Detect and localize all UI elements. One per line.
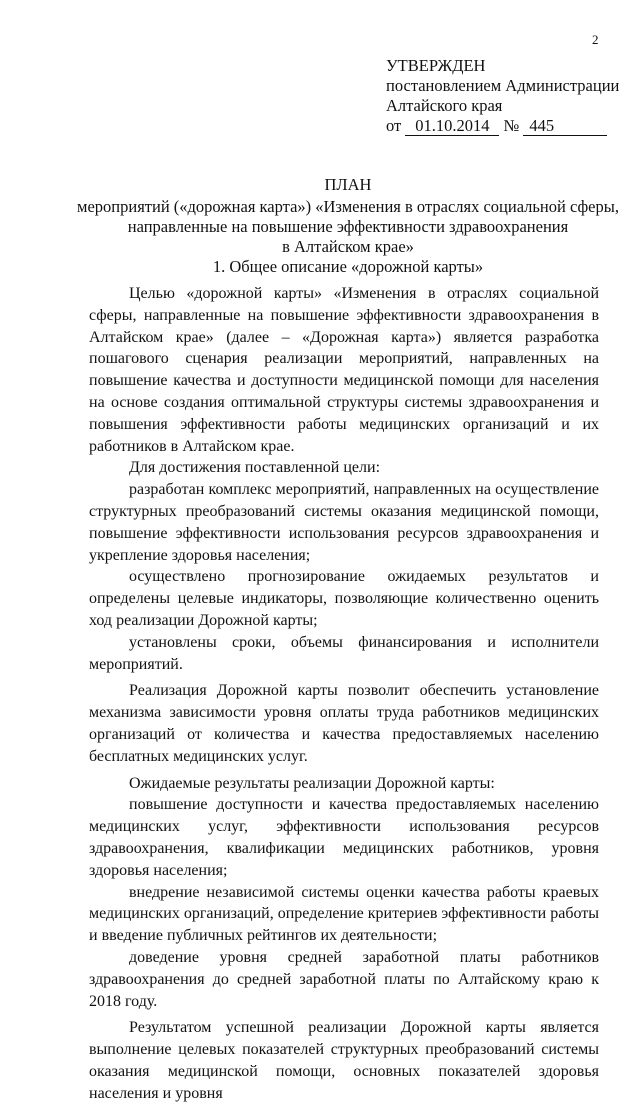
approval-date-prefix: от: [386, 116, 402, 135]
paragraph: Целью «дорожной карты» «Изменения в отраслях социальной сферы, направленные на повышение эффективности здравоохранения в Алтайском крае» (далее – «Дорожная карта») является разработка пошагового сценария реализации мероприятий, направленных на повышение качества и доступности медицинской помощи для населения на основе создания оптимальной структуры системы здравоохранения и повышения эффективности работы медицинских организаций и их работников в Алтайском крае.: [89, 285, 599, 455]
page-number: 2: [592, 32, 599, 47]
paragraph: Для достижения поставленной цели:: [129, 459, 381, 477]
paragraph: повышение доступности и качества предоставляемых населению медицинских услуг, эффективности использования ресурсов здравоохранения, квалификации медицинских работников, уровня здоровья населения;: [89, 796, 599, 879]
paragraph: осуществлено прогнозирование ожидаемых результатов и определены целевые индикаторы, позволяющие количественно оценить ход реализации Дорожной карты;: [89, 568, 599, 629]
approval-date: 01.10.2014: [405, 117, 499, 136]
title-plan: ПЛАН: [324, 175, 372, 194]
paragraph: внедрение независимой системы оценки качества работы краевых медицинских организаций, определение критериев эффективности работы и введение публичных рейтингов их деятельности;: [89, 883, 599, 945]
title-subtitle-line-2: направленные на повышение эффективности здравоохранения: [127, 217, 569, 236]
paragraph: Ожидаемые результаты реализации Дорожной карты:: [129, 774, 495, 792]
section-heading: 1. Общее описание «дорожной карты»: [212, 257, 484, 276]
paragraph: Результатом успешной реализации Дорожной карты является выполнение целевых показателей структурных преобразований системы оказания медицинской помощи, основных показателей здоровья населения и уровня: [89, 1019, 599, 1102]
paragraph: разработан комплекс мероприятий, направленных на осуществление структурных преобразований системы оказания медицинской помощи, повышение эффективности использования ресурсов здравоохранения и укрепление здоровья населения;: [89, 481, 599, 564]
approval-date-row: [386, 116, 619, 136]
approval-region: Алтайского края: [386, 96, 503, 115]
title-subtitle-line-1: мероприятий («дорожная карта») «Изменения в отраслях социальной сферы,: [77, 197, 619, 216]
paragraph: Реализация Дорожной карты позволит обеспечить установление механизма зависимости уровня оплаты труда работников медицинских организаций от количества и качества предоставляемых населению бесплатных медицинских услуг.: [89, 682, 599, 765]
approval-number: 445: [523, 117, 607, 136]
document-title: [70, 175, 626, 257]
approval-number-prefix: №: [503, 116, 520, 135]
paragraph: установлены сроки, объемы финансирования и исполнители мероприятий.: [89, 633, 599, 673]
title-subtitle-line-3: в Алтайском крае»: [282, 237, 414, 256]
approval-stamp: [386, 56, 619, 136]
approval-authority: постановлением Администрации: [386, 76, 620, 95]
body-text: [89, 283, 599, 1104]
approval-title: УТВЕРЖДЕН: [386, 56, 486, 75]
paragraph: доведение уровня средней заработной платы работников здравоохранения до средней заработной платы по Алтайскому краю к 2018 году.: [89, 948, 599, 1010]
